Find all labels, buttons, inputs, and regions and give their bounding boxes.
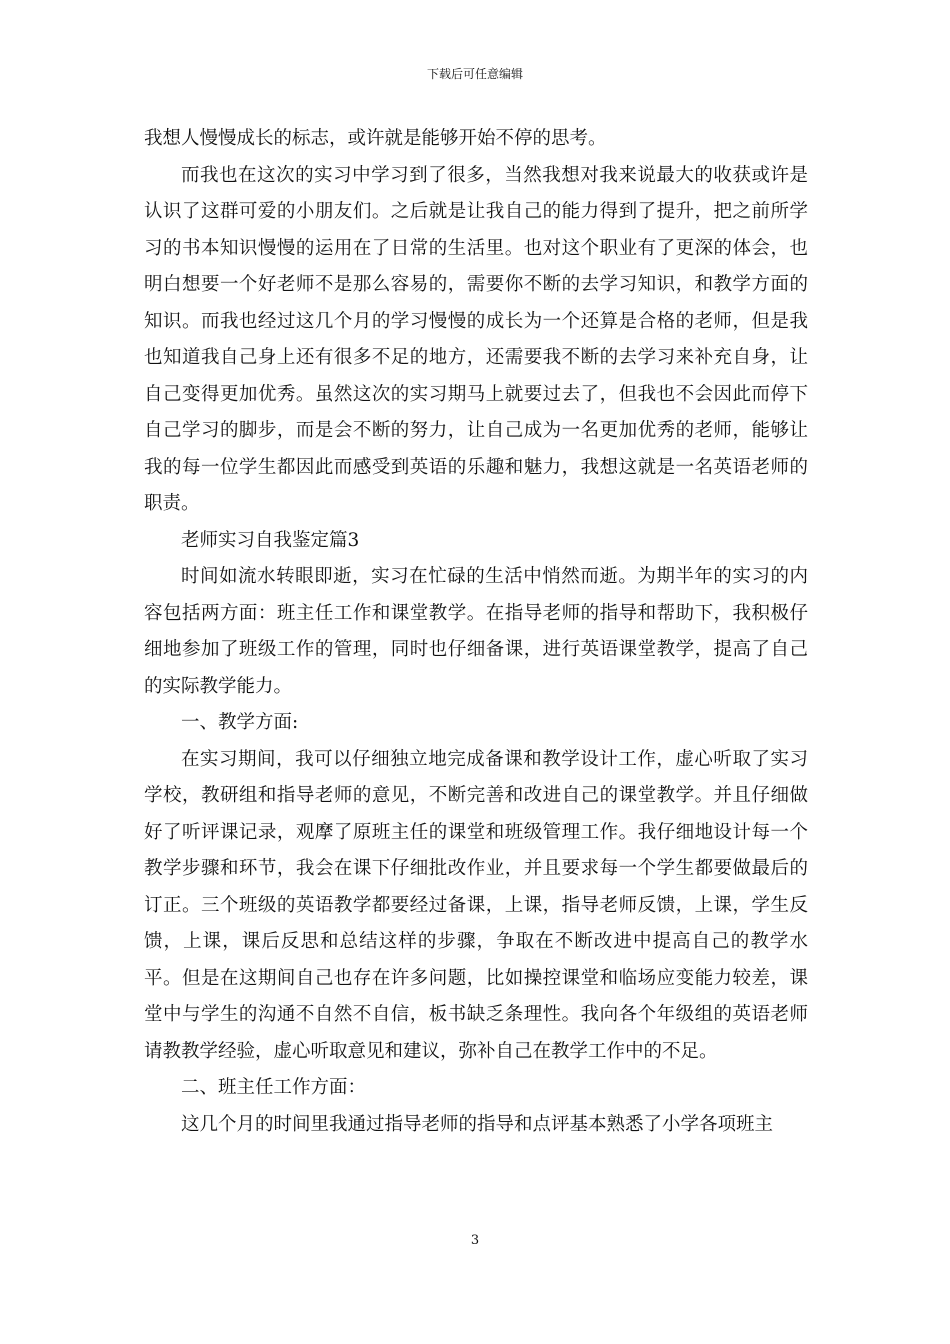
subsection-heading: 二、班主任工作方面： xyxy=(181,1077,367,1098)
subsection-heading: 一、教学方面: xyxy=(181,712,299,733)
paragraph: 而我也在这次的实习中学习到了很多，当然我想对我来说最大的收获或许是认识了这群可爱的小朋友们。之后就是让我自己的能力得到了提升，把之前所学习的书本知识慢慢的运用在了日常的生活里。也对这个职业有了更深的体会，也明白想要一个好老师不是那么容易的，需要你不断的去学习知识，和教学方面的知识。而我也经过这几个月的学习慢慢的成长为一个还算是合格的老师，但是我也知道我自己身上还有很多不足的地方，还需要我不断的去学习来补充自身，让自己变得更加优秀。虽然这次的实习期马上就要过去了，但我也不会因此而停下自己学习的脚步，而是会不断的努力，让自己成为一名更加优秀的老师，能够让我的每一位学生都因此而感受到英语的乐趣和魅力，我想这就是一名英语老师的职责。 xyxy=(144,164,808,514)
document-body xyxy=(144,121,808,1143)
paragraph: 在实习期间，我可以仔细独立地完成备课和教学设计工作，虚心听取了实习学校，教研组和指导老师的意见，不断完善和改进自己的课堂教学。并且仔细做好了听评课记录，观摩了原班主任的课堂和班级管理工作。我仔细地设计每一个教学步骤和环节，我会在课下仔细批改作业，并且要求每一个学生都要做最后的订正。三个班级的英语教学都要经过备课，上课，指导老师反馈，上课，学生反馈，上课，课后反思和总结这样的步骤，争取在不断改进中提高自己的教学水平。但是在这期间自己也存在许多问题，比如操控课堂和临场应变能力较差，课堂中与学生的沟通不自然不自信，板书缺乏条理性。我向各个年级组的英语老师请教教学经验，虚心听取意见和建议，弥补自己在教学工作中的不足。 xyxy=(144,748,808,1062)
page-header: 下载后可任意编辑 xyxy=(426,67,523,81)
paragraph: 我想人慢慢成长的标志，或许就是能够开始不停的思考。 xyxy=(144,128,607,149)
paragraph: 这几个月的时间里我通过指导老师的指导和点评基本熟悉了小学各项班主 xyxy=(181,1113,774,1135)
section-heading: 老师实习自我鉴定篇3 xyxy=(181,529,360,551)
page-number: 3 xyxy=(470,1233,480,1248)
paragraph: 时间如流水转眼即逝，实习在忙碌的生活中悄然而逝。为期半年的实习的内容包括两方面：班主任工作和课堂教学。在指导老师的指导和帮助下，我积极仔细地参加了班级工作的管理，同时也仔细备课，进行英语课堂教学，提高了自己的实际教学能力。 xyxy=(144,566,808,697)
